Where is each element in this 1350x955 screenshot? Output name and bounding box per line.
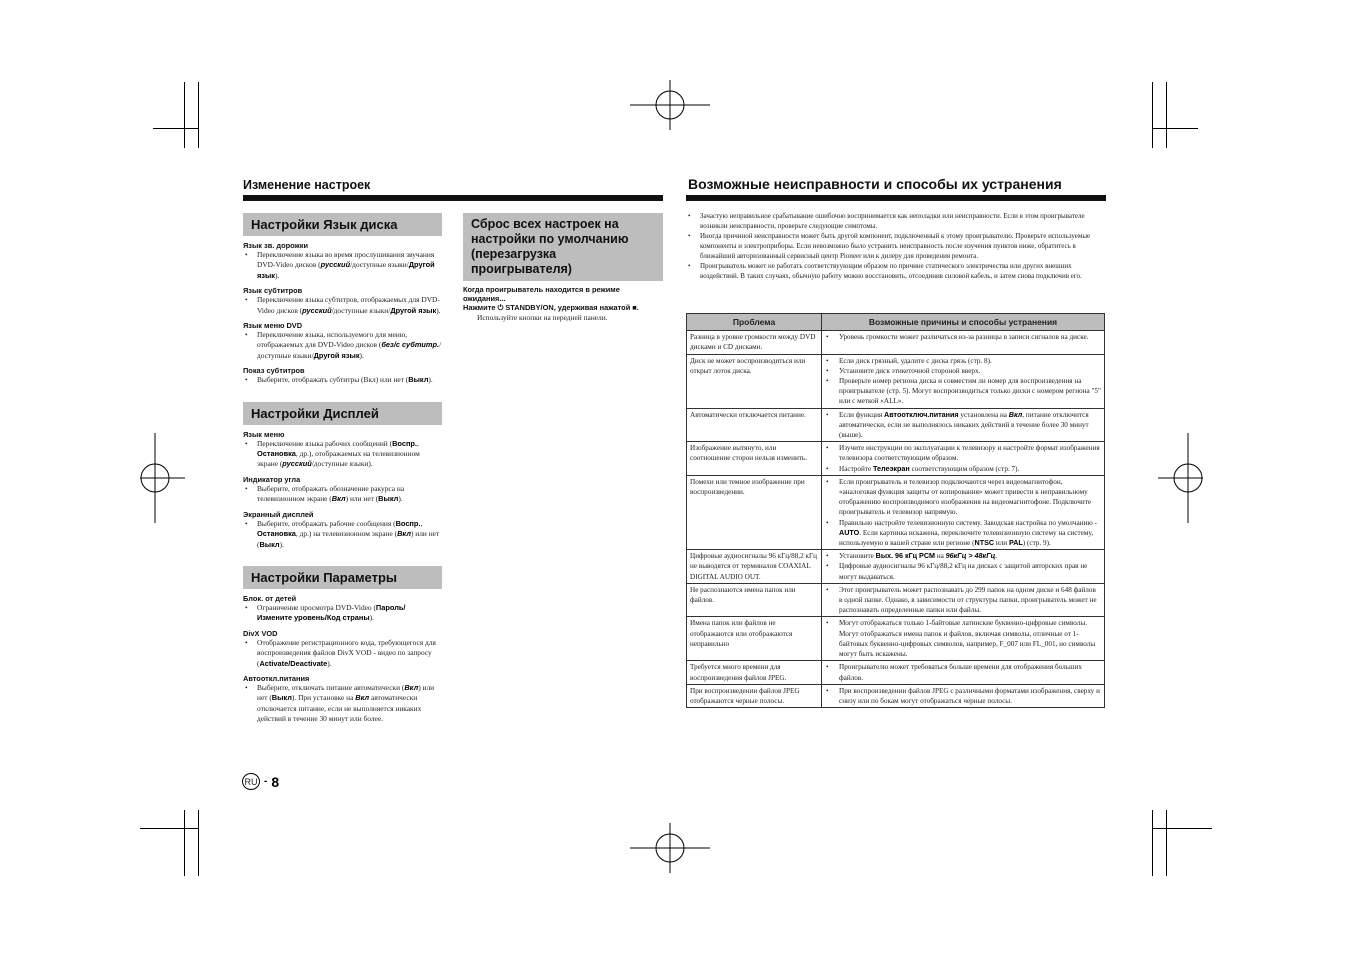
solution-list <box>825 443 1101 474</box>
setting-description <box>243 375 442 385</box>
problem-cell: Имена папок или файлов не отображаются или отображаются неправильно <box>687 617 822 661</box>
emphasis-text: Activate/Deactivate <box>259 658 328 668</box>
troubleshooting-table <box>686 313 1105 708</box>
text-run: Настройте <box>839 464 873 473</box>
solution-item <box>825 585 1101 616</box>
chapter-title: Изменение настроек <box>243 178 371 192</box>
problem-cell: Требуется много времени для воспроизведения файлов JPEG. <box>687 661 822 684</box>
table-row <box>687 550 1105 584</box>
problem-cell: Диск не может воспроизводиться или открыт лоток диска. <box>687 354 822 408</box>
setting-label: Язык субтитров <box>243 286 303 296</box>
text-run: Если функция <box>839 410 885 419</box>
emphasis-text: Выкл <box>378 494 399 504</box>
emphasis-text: PAL <box>1008 538 1023 548</box>
solution-item <box>825 356 1101 366</box>
reset-section-title: Сброс всех настроек на настройки по умолчанию (перезагрузка проигрывателя) <box>463 213 663 281</box>
solution-item <box>825 518 1101 549</box>
text-run: Цифровые аудиосигналы 96 кГц/88,2 кГц на дисках с защитой авторских прав не могут выдаваться. <box>839 562 1088 581</box>
text-run: Ограничение просмотра DVD-Video ( <box>257 602 376 612</box>
solution-list <box>825 585 1101 616</box>
section-title: Настройки Параметры <box>243 566 442 589</box>
solution-item <box>825 410 1101 441</box>
text-run: , др.), отображаемых на телевизионном экране ( <box>257 449 420 469</box>
problem-cell: Помехи или темное изображение при воспроизведении. <box>687 475 822 549</box>
text-run: При воспроизведении файлов JPEG с различными форматами изображения, сверху и снизу или по бокам могут отображаться черные полосы. <box>839 686 1100 705</box>
problem-cell: Не распознаются имена папок или файлов. <box>687 583 822 617</box>
solution-cell <box>822 475 1105 549</box>
text-run: ). <box>279 539 284 549</box>
intro-item: • Проигрыватель может не работать соответствуующим образом по причине статического электричества или других внешних воздействий. В таких случаях, обычную работу можно восстановить, отсоединив силовой кабель, и затем снова подключив его. <box>686 261 1106 281</box>
text-run: ). <box>428 375 433 385</box>
section-title: Настройки Язык диска <box>243 213 442 236</box>
setting-label: Экранный дисплей <box>243 509 314 519</box>
emphasis-text: без/с субтитр. <box>381 340 440 350</box>
settings-section <box>243 402 442 550</box>
col-header-solution: Возможные причины и способы устранения <box>822 314 1105 331</box>
text-run: Проигрывателю может требоваться больше времени для отображения больших файлов. <box>839 663 1082 682</box>
col-header-problem: Проблема <box>687 314 822 331</box>
setting-description <box>243 603 442 624</box>
settings-section <box>243 566 442 725</box>
text-run: ) или нет ( <box>345 494 379 504</box>
table-row <box>687 617 1105 661</box>
emphasis-text: Другой язык <box>313 350 360 360</box>
emphasis-text: Другой язык <box>390 305 437 315</box>
emphasis-text: Воспр. <box>392 438 417 448</box>
emphasis-text: Автоотключ.питания <box>884 409 959 419</box>
text-run: Установите <box>839 552 876 561</box>
emphasis-text: AUTO <box>839 527 860 537</box>
problem-cell: При воспроизведении файлов JPEG отображаются черные полосы. <box>687 684 822 707</box>
text-run: . Если картинка искажена, переключите телевизионную систему на систему, используемую в вашей стране или регионе ( <box>839 528 1093 548</box>
page-title: Возможные неисправности и способы их устранения <box>688 176 1062 192</box>
emphasis-text: Воспр. <box>395 518 421 528</box>
emphasis-text: 96кГц > 48кГц <box>945 551 996 561</box>
emphasis-text: NTSC <box>974 538 995 548</box>
text-run: ). <box>359 350 364 360</box>
emphasis-text: Другой язык <box>257 260 435 280</box>
problem-cell: Автоматически отключается питание. <box>687 408 822 442</box>
table-row <box>687 442 1105 476</box>
setting-description <box>243 638 442 669</box>
emphasis-text: русский <box>320 260 351 270</box>
emphasis-text: Вкл <box>331 494 346 504</box>
setting-label: Автооткл.питания <box>243 673 310 683</box>
solution-cell <box>822 354 1105 408</box>
solution-cell <box>822 331 1105 354</box>
left-column <box>243 213 442 741</box>
text-run: /доступные языки/ <box>257 340 442 360</box>
emphasis-text: русский <box>282 459 312 469</box>
solution-item <box>825 443 1101 463</box>
text-run: . <box>995 552 998 561</box>
setting-label: Показ субтитров <box>243 366 305 376</box>
emphasis-text: Остановка <box>257 449 296 459</box>
solution-list <box>825 686 1101 706</box>
solution-list <box>825 477 1101 548</box>
solution-item <box>825 477 1101 518</box>
emphasis-text: Вых. 96 кГц PCM <box>875 551 936 561</box>
problem-cell: Изображение вытянуто, или соотношение сторон нельзя изменить. <box>687 442 822 476</box>
language-badge: RU <box>242 773 260 790</box>
emphasis-text: Вкл <box>397 529 411 539</box>
text-run: Выберите, отображать субтитры (Вкл) или нет ( <box>257 375 409 385</box>
solution-cell <box>822 684 1105 707</box>
emphasis-text: Вкл <box>404 682 419 692</box>
table-row <box>687 354 1105 408</box>
text-run: Этот проигрыватель может распознавать до 299 папок на одном диске и 648 файлов в одной папке. Однако, в зависимости от структуры папки, проигрыватель может не распознавать определенные папки или файлы. <box>839 585 1097 615</box>
text-run: Изучите инструкции по эксплуатации к телевизору и настройте формат изображения телевизора соответствующим образом. <box>839 444 1100 463</box>
setting-label: Язык меню DVD <box>243 321 303 331</box>
text-run: ). <box>436 305 441 315</box>
text-run: /доступные языки/ <box>350 260 409 270</box>
setting-description <box>243 295 442 316</box>
text-run: ). <box>398 494 403 504</box>
text-run: автоматически отключается питание, если не выполняется никаких действий в течение 30 минут или более. <box>257 693 422 724</box>
solution-cell <box>822 408 1105 442</box>
problem-cell: Разница в уровне громкости между DVD дисками и CD дисками. <box>687 331 822 354</box>
solution-item <box>825 551 1101 561</box>
header-bar <box>243 195 663 201</box>
solution-cell <box>822 583 1105 617</box>
text-run: ). <box>327 658 332 668</box>
text-run: ). <box>369 613 374 623</box>
reset-instruction: Нажмите ⏻ STANDBY/ON, удерживая нажатой ■. <box>463 303 639 312</box>
text-run: /доступные языки). <box>311 459 373 469</box>
emphasis-text: Телеэкран <box>872 463 910 473</box>
setting-description <box>243 439 442 470</box>
emphasis-text: Пароль/ Измените уровень/Код страны <box>257 602 406 623</box>
text-run: /доступные языки/ <box>331 305 391 315</box>
solution-list <box>825 356 1101 407</box>
solution-item <box>825 376 1101 407</box>
solution-item <box>825 686 1101 706</box>
solution-cell <box>822 550 1105 584</box>
emphasis-text: Выкл <box>259 539 280 549</box>
emphasis-text: русский <box>302 305 332 315</box>
text-run: ). При установке на <box>291 693 356 703</box>
solution-item <box>825 561 1101 581</box>
setting-description <box>243 250 442 281</box>
text-run: Выберите, отображать рабочие сообщения ( <box>257 518 396 528</box>
text-run: Переключение языка рабочих сообщений ( <box>257 438 393 448</box>
text-run: ) (стр. 9). <box>1022 539 1051 548</box>
intro-item: • Зачастую неправильное срабатывание ошибочно воспринимается как неполадки или неисправности. Если в этом проигрывателе возникли неисправности, проверьте следующие симптомы. <box>686 211 1106 231</box>
text-run: ). <box>275 270 280 280</box>
emphasis-text: Вкл <box>355 693 370 703</box>
text-run: Могут отображаться только 1-байтовые латинские буквенно-цифровые символы. Могут отображаться имена папок и файлов, включая символы, отличные от 1-байтовых буквенно-цифровых символов, например, F_007 или FL_001, но символы могут быть искажены. <box>839 619 1096 659</box>
text-run: ) или нет ( <box>257 529 440 549</box>
text-run: на <box>935 552 946 561</box>
text-run: Уровень громкости может различаться из-за разницы в записи сигналов на диске. <box>839 333 1089 342</box>
title-bar <box>686 195 1106 201</box>
solution-list <box>825 332 1101 342</box>
text-run: Отображение регистрационного кода, требующегося для воспроизведения файлов DivX VOD - видео по запросу ( <box>257 637 436 668</box>
setting-description <box>243 683 442 725</box>
emphasis-text: Выкл <box>408 375 429 385</box>
middle-column <box>463 213 663 322</box>
solution-list <box>825 551 1101 582</box>
section-title: Настройки Дисплей <box>243 402 442 425</box>
solution-item <box>825 662 1101 682</box>
emphasis-text: Выкл <box>271 693 292 703</box>
text-run: , питание отключится автоматически, если не выполнялось никаких действий в течение более 30 минут (выше). <box>839 410 1089 440</box>
solution-cell <box>822 661 1105 684</box>
text-run: Если диск грязный, удалите с диска грязь (стр. 8). <box>839 356 992 365</box>
emphasis-text: Остановка <box>257 529 296 539</box>
reset-condition: Когда проигрыватель находится в режиме ожидания... <box>463 285 620 303</box>
solution-list <box>825 618 1101 659</box>
solution-item <box>825 464 1101 474</box>
solution-cell <box>822 442 1105 476</box>
table-row <box>687 684 1105 707</box>
solution-list <box>825 410 1101 441</box>
text-run: Выберите, отображать обозначение ракурса на телевизионном экране ( <box>257 483 405 504</box>
emphasis-text: Вкл <box>1008 409 1023 419</box>
footer-dash: - <box>264 776 268 787</box>
table-row <box>687 408 1105 442</box>
intro-list <box>686 211 1106 281</box>
setting-label: Язык зв. дорожки <box>243 241 308 250</box>
page-footer <box>242 773 279 790</box>
text-run: или <box>994 539 1009 548</box>
text-run: Установите диск этикеточной стороной вверх. <box>839 366 981 375</box>
setting-label: Язык меню <box>243 429 285 439</box>
table-row <box>687 661 1105 684</box>
text-run: Выберите, отключать питание автоматически ( <box>257 682 405 692</box>
text-run: соответствующим образом (стр. 7). <box>909 464 1020 473</box>
text-run: ) или нет ( <box>257 682 435 703</box>
table-row <box>687 475 1105 549</box>
setting-description <box>243 330 442 361</box>
text-run: Переключение языка, используемого для меню, отображаемых для DVD-Video дисков ( <box>257 330 408 350</box>
reset-note: Используйте кнопки на передней панели. <box>477 313 608 322</box>
solution-item <box>825 618 1101 659</box>
solution-item <box>825 366 1101 376</box>
problem-cell: Цифровые аудиосигналы 96 кГц/88,2 кГц не выводятся от терминалов COAXIAL DIGITAL AUDIO OUT. <box>687 550 822 584</box>
page-number: 8 <box>271 773 280 790</box>
setting-description <box>243 519 442 550</box>
text-run: Если проигрыватель и телевизор подключаются через видеомагнитофон, «аналоговая функция защиты от копирования» может привести к неправильному отображению воспроизводимого изображения на видеомагнитофоне. Подключите проигрыватель и телевизор напрямую. <box>839 477 1092 517</box>
text-run: Переключение языка субтитров, отображаемых для DVD-Video дисков ( <box>257 295 440 315</box>
table-row <box>687 583 1105 617</box>
table-row <box>687 331 1105 354</box>
setting-label: DivX VOD <box>243 628 278 638</box>
text-run: , <box>420 518 423 528</box>
solution-item <box>825 332 1101 342</box>
text-run: установлена на <box>958 410 1009 419</box>
text-run: Проверьте номер региона диска и совместим ли номер для воспроизведения на проигрывателе (стр. 5). Могут воспроизводиться только диски с номером региона "5" или с меткой «ALL». <box>839 377 1101 406</box>
settings-section <box>243 213 442 386</box>
setting-description <box>243 484 442 505</box>
text-run: Правильно настройте телевизионную систему. Заводская настройка по умолчанию - <box>839 518 1097 527</box>
solution-cell <box>822 617 1105 661</box>
text-run: , <box>416 438 419 448</box>
intro-item: • Иногда причиной неисправности может быть другой компонент, подключенный к этому проигрывателю. Проверьте используемые компоненты и электроприборы. Если невозможно было устранить неисправность после изучения пунктов ниже, обратитесь в ближайший авторизованный сервисный центр Pioneer или к дилеру для проведения ремонта. <box>686 231 1106 261</box>
solution-list <box>825 662 1101 682</box>
setting-label: Блок. от детей <box>243 593 297 603</box>
setting-label: Индикатор угла <box>243 474 301 484</box>
text-run: Переключение языка во время прослушивания звучания DVD-Video дисков ( <box>257 250 435 270</box>
text-run: , др.) на телевизионном экране ( <box>295 529 398 539</box>
